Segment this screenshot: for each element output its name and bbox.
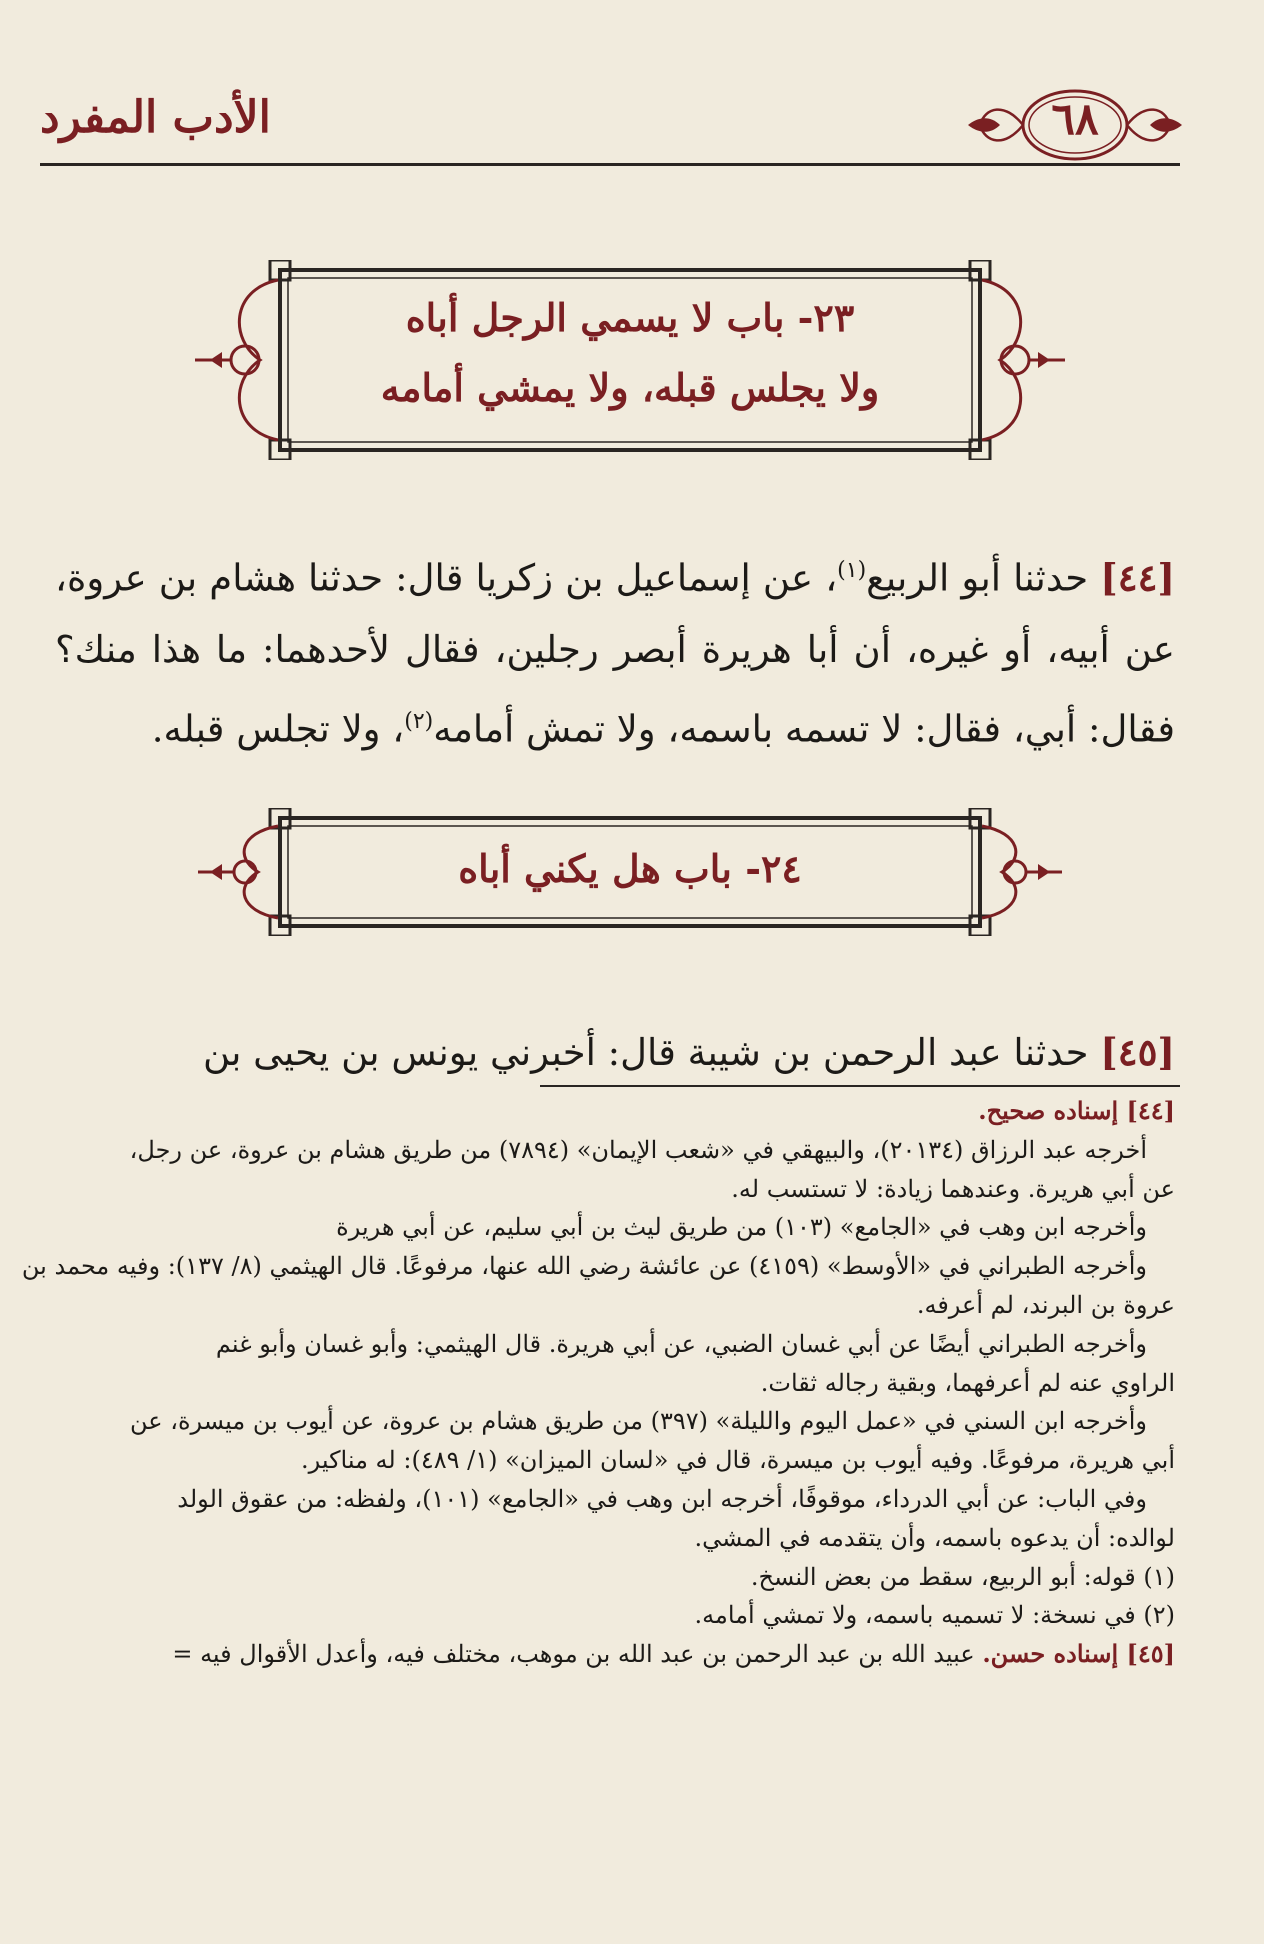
hadith-44-text (55, 535, 1175, 766)
footnote-divider (540, 1085, 1180, 1087)
note-line: عن أبي هريرة. وعندهما زيادة: لا تستسب له. (731, 1174, 1175, 1203)
note-line: عروة بن البرند، لم أعرفه. (916, 1290, 1175, 1319)
footnote-ref-1: (١) (837, 558, 867, 583)
note-45-heading: [٤٥] إسناده حسن. (982, 1639, 1175, 1669)
note-44-heading: [٤٤] إسناده صحيح. (978, 1096, 1175, 1125)
note-45-text: عبيد الله بن عبد الرحمن بن عبد الله بن موهب، مختلف فيه، وأعدل الأقوال فيه = (172, 1640, 975, 1669)
hadith-text-part: حدثنا أبو الربيع (866, 556, 1089, 600)
hadith-text-part: ، عن إسماعيل بن زكريا قال: حدثنا هشام بن عروة، عن أبيه، أو غيره، أن أبا هريرة أبصر رجلين، فقال لأحدهما: ما هذا منك؟ فقال: أبي، فقال: لا تسمه باسمه، ولا تمش أمامه (55, 556, 1175, 751)
chapter-title-line-2: ولا يجلس قبله، ولا يمشي أمامه (380, 365, 880, 410)
hadith-text-part: ، ولا تجلس قبله. (151, 707, 405, 751)
note-line: وفي الباب: عن أبي الدرداء، موقوفًا، أخرجه ابن وهب في «الجامع» (١٠١)، ولفظه: من عقوق الولد (177, 1484, 1147, 1513)
chapter-title-line-1: ٢٣- باب لا يسمي الرجل أباه (405, 295, 855, 340)
hadith-text-part: حدثنا عبد الرحمن بن شيبة قال: أخبرني يونس بن يحيى بن (202, 1031, 1089, 1074)
running-title: الأدب المفرد (40, 92, 271, 143)
footnote-2: (٢) في نسخة: لا تسميه باسمه، ولا تمشي أمامه. (694, 1601, 1175, 1630)
hadith-number: [٤٤] (1100, 555, 1175, 600)
chapter-24-heading (190, 808, 1070, 936)
note-line: الراوي عنه لم أعرفهما، وبقية رجاله ثقات. (760, 1368, 1175, 1397)
footnotes-section (21, 1092, 1175, 1674)
note-line: وأخرجه الطبراني أيضًا عن أبي غسان الضبي، عن أبي هريرة. قال الهيثمي: وأبو غسان وأبو غنم (215, 1329, 1147, 1358)
ornamental-frame (190, 260, 1070, 460)
chapter-23-heading (190, 260, 1070, 460)
hadith-45-text (55, 1016, 1175, 1089)
note-45 (55, 1635, 1175, 1674)
footnote-ref-2: (٢) (404, 709, 434, 735)
note-line: وأخرجه ابن وهب في «الجامع» (١٠٣) من طريق ليث بن أبي سليم، عن أبي هريرة (336, 1213, 1147, 1242)
footnote-1: (١) قوله: أبو الربيع، سقط من بعض النسخ. (750, 1562, 1175, 1591)
page-number: ٦٨ (1051, 94, 1099, 145)
note-line: وأخرجه الطبراني في «الأوسط» (٤١٥٩) عن عائشة رضي الله عنها، مرفوعًا. قال الهيثمي (٨/ ١٣٧): وفيه محمد بن (21, 1252, 1147, 1281)
note-line: وأخرجه ابن السني في «عمل اليوم والليلة» (٣٩٧) من طريق هشام بن عروة، عن أيوب بن ميسرة، عن (129, 1407, 1147, 1436)
note-line: أبي هريرة، مرفوعًا. وفيه أيوب بن ميسرة، قال في «لسان الميزان» (١/ ٤٨٩): له مناكير. (300, 1446, 1175, 1475)
chapter-title-line-1: ٢٤- باب هل يكني أباه (458, 846, 802, 891)
note-line: أخرجه عبد الرزاق (٢٠١٣٤)، والبيهقي في «شعب الإيمان» (٧٨٩٤) من طريق هشام بن عروة، عن رجل، (129, 1135, 1147, 1164)
note-line: لوالده: أن يدعوه باسمه، وأن يتقدمه في المشي. (694, 1523, 1175, 1552)
header-divider (40, 163, 1180, 166)
hadith-number: [٤٥] (1100, 1030, 1175, 1074)
